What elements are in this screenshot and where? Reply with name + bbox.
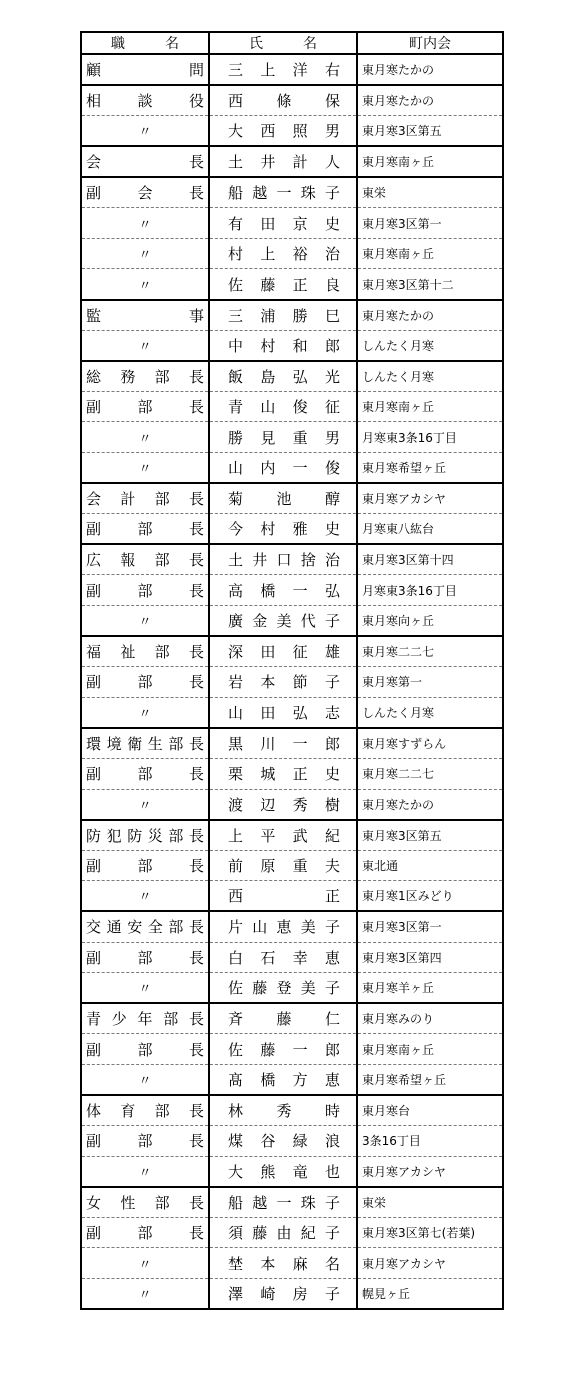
table-row	[81, 942, 503, 973]
table-row	[81, 544, 503, 575]
table-row	[81, 1126, 503, 1157]
name-cell	[209, 1034, 357, 1065]
role-cell	[81, 1034, 209, 1065]
town-cell	[357, 1095, 503, 1126]
role-cell	[81, 1126, 209, 1157]
name-text: 船 越 一 珠 子	[228, 1193, 340, 1212]
name-text: 佐 藤 一 郎	[228, 1040, 340, 1059]
role-text: 環 境 衛 生 部 長	[86, 734, 204, 753]
town-cell	[357, 850, 503, 881]
name-text: 高 橋 一 弘	[228, 581, 340, 600]
role-text: 副 部 長	[86, 673, 204, 692]
role-text: 副 部 長	[86, 1224, 204, 1243]
town-cell	[357, 146, 503, 177]
name-cell	[209, 973, 357, 1004]
name-cell	[209, 820, 357, 851]
town-text: しんたく月寒	[362, 369, 435, 384]
town-text: 東月寒3区第十二	[362, 277, 454, 292]
table-row	[81, 820, 503, 851]
role-text: 〃	[138, 462, 152, 478]
name-text: 上 平 武 紀	[228, 826, 340, 845]
role-cell	[81, 911, 209, 942]
name-text: 林 秀 時	[228, 1102, 340, 1121]
header-name-char-2: 名	[303, 36, 317, 52]
town-cell	[357, 422, 503, 453]
table-row	[81, 116, 503, 147]
name-cell	[209, 208, 357, 239]
town-text: 東月寒南ヶ丘	[362, 155, 435, 170]
town-cell	[357, 330, 503, 361]
table-row	[81, 697, 503, 728]
role-cell	[81, 177, 209, 208]
table-row	[81, 54, 503, 85]
name-cell	[209, 1187, 357, 1218]
role-cell	[81, 1248, 209, 1279]
header-role-char-1: 職	[111, 36, 125, 52]
name-text: 髙 橋 方 恵	[228, 1070, 340, 1089]
town-text: 東栄	[362, 1195, 387, 1210]
name-cell	[209, 361, 357, 392]
role-cell	[81, 789, 209, 820]
town-cell	[357, 1034, 503, 1065]
role-cell	[81, 453, 209, 484]
role-cell	[81, 391, 209, 422]
role-cell	[81, 667, 209, 698]
table-row	[81, 361, 503, 392]
table-body	[81, 54, 503, 1309]
name-cell	[209, 667, 357, 698]
name-text: 佐 藤 正 良	[228, 275, 340, 294]
name-text: 西 正	[228, 887, 340, 906]
role-text: 〃	[138, 1288, 152, 1304]
name-cell	[209, 1003, 357, 1034]
name-cell	[209, 1279, 357, 1310]
role-cell	[81, 1156, 209, 1187]
town-cell	[357, 391, 503, 422]
town-text: 東月寒たかの	[362, 94, 435, 109]
header-town: 町内会	[357, 32, 503, 54]
name-cell	[209, 881, 357, 912]
role-text: 〃	[138, 1257, 152, 1273]
role-text: 副 部 長	[86, 1040, 204, 1059]
town-text: 東月寒たかの	[362, 63, 435, 77]
role-cell	[81, 850, 209, 881]
town-cell	[357, 942, 503, 973]
role-text: 総 務 部 長	[86, 367, 204, 386]
role-text: 副 部 長	[86, 398, 204, 417]
town-cell	[357, 514, 503, 545]
role-cell	[81, 1095, 209, 1126]
town-cell	[357, 238, 503, 269]
name-text: 菊 池 醇	[228, 490, 340, 509]
town-text: 月寒東3条16丁目	[362, 430, 457, 445]
role-text: 〃	[138, 615, 152, 631]
role-text: 〃	[138, 890, 152, 906]
name-text: 船 越 一 珠 子	[228, 184, 340, 203]
role-cell	[81, 1217, 209, 1248]
header-row	[81, 32, 503, 54]
name-text: 土 井 口 捨 治	[228, 551, 340, 570]
name-text: 大 熊 竜 也	[228, 1162, 340, 1181]
town-cell	[357, 575, 503, 606]
town-text: 東月寒1区みどり	[362, 889, 454, 904]
town-text: 幌見ヶ丘	[362, 1287, 411, 1302]
table-row	[81, 238, 503, 269]
role-text: 副 部 長	[86, 857, 204, 876]
table-row	[81, 1248, 503, 1279]
role-cell	[81, 300, 209, 331]
table-row	[81, 911, 503, 942]
role-text: 副 会 長	[86, 184, 204, 203]
role-cell	[81, 483, 209, 514]
role-text: 会 計 部 長	[86, 490, 204, 509]
role-text: 〃	[138, 248, 152, 264]
town-text: 東月寒3区第五	[362, 124, 442, 139]
role-cell	[81, 146, 209, 177]
town-text: 東月寒希望ヶ丘	[362, 1072, 447, 1087]
town-cell	[357, 54, 503, 85]
town-cell	[357, 728, 503, 759]
role-text: 〃	[138, 982, 152, 998]
town-text: 東北通	[362, 859, 399, 874]
role-text: 交 通 安 全 部 長	[86, 918, 204, 937]
header-role-char-2: 名	[165, 36, 179, 52]
town-text: 東月寒アカシヤ	[362, 1256, 446, 1271]
town-text: 東月寒3区第一	[362, 216, 442, 231]
table-row	[81, 758, 503, 789]
town-text: 東月寒希望ヶ丘	[362, 461, 447, 476]
role-cell	[81, 54, 209, 85]
name-text: 栗 城 正 史	[228, 765, 340, 784]
town-text: 東月寒すずらん	[362, 736, 447, 751]
town-cell	[357, 177, 503, 208]
name-cell	[209, 850, 357, 881]
header-name-char-1: 氏	[249, 36, 263, 52]
name-text: 深 田 征 雄	[228, 643, 340, 662]
town-text: 東月寒3区第一	[362, 920, 442, 935]
name-cell	[209, 544, 357, 575]
name-cell	[209, 697, 357, 728]
table-row	[81, 789, 503, 820]
role-text: 〃	[138, 278, 152, 294]
name-cell	[209, 514, 357, 545]
town-cell	[357, 208, 503, 239]
name-text: 今 村 雅 史	[228, 520, 340, 539]
name-text: 三 上 洋 右	[228, 61, 340, 79]
role-text: 〃	[138, 125, 152, 141]
name-cell	[209, 1217, 357, 1248]
role-cell	[81, 606, 209, 637]
table-row	[81, 1095, 503, 1126]
role-cell	[81, 269, 209, 300]
town-text: 東栄	[362, 186, 387, 201]
role-text: 体 育 部 長	[86, 1102, 204, 1121]
town-text: 月寒東八紘台	[362, 522, 435, 537]
role-text: 〃	[138, 1165, 152, 1181]
name-text: 片 山 恵 美 子	[228, 918, 340, 937]
name-text: 飯 島 弘 光	[228, 367, 340, 386]
town-cell	[357, 361, 503, 392]
name-text: 土 井 計 人	[228, 153, 340, 172]
table-row	[81, 1064, 503, 1095]
table-row	[81, 1003, 503, 1034]
role-text: 〃	[138, 217, 152, 233]
name-cell	[209, 238, 357, 269]
name-text: 青 山 俊 征	[228, 398, 340, 417]
town-text: 東月寒第一	[362, 675, 423, 690]
town-cell	[357, 116, 503, 147]
table-row	[81, 1279, 503, 1310]
role-cell	[81, 361, 209, 392]
town-cell	[357, 697, 503, 728]
role-cell	[81, 514, 209, 545]
role-text: 〃	[138, 706, 152, 722]
table-row	[81, 453, 503, 484]
role-cell	[81, 636, 209, 667]
town-cell	[357, 881, 503, 912]
role-text: 防 犯 防 災 部 長	[86, 826, 204, 845]
name-text: 大 西 照 男	[228, 122, 340, 141]
role-cell	[81, 208, 209, 239]
name-text: 黒 川 一 郎	[228, 734, 340, 753]
role-text: 福 祉 部 長	[86, 643, 204, 662]
table-row	[81, 575, 503, 606]
town-cell	[357, 1279, 503, 1310]
role-text: 副 部 長	[86, 948, 204, 967]
town-cell	[357, 1126, 503, 1157]
name-text: 須 藤 由 紀 子	[228, 1224, 340, 1243]
town-text: 東月寒南ヶ丘	[362, 1042, 435, 1057]
town-cell	[357, 544, 503, 575]
name-text: 中 村 和 郎	[228, 336, 340, 355]
table-row	[81, 269, 503, 300]
officer-roster-table	[80, 31, 504, 1310]
town-cell	[357, 1064, 503, 1095]
role-cell	[81, 422, 209, 453]
role-cell	[81, 85, 209, 116]
table-row	[81, 330, 503, 361]
town-text: 東月寒3区第七(若葉)	[362, 1226, 475, 1241]
town-text: 東月寒南ヶ丘	[362, 400, 435, 415]
role-text: 青 少 年 部 長	[86, 1010, 204, 1029]
role-cell	[81, 1279, 209, 1310]
town-text: 東月寒台	[362, 1104, 411, 1119]
role-text: 副 部 長	[86, 581, 204, 600]
table-row	[81, 606, 503, 637]
town-cell	[357, 789, 503, 820]
name-text: 埜 本 麻 名	[228, 1254, 340, 1273]
name-cell	[209, 1156, 357, 1187]
town-cell	[357, 606, 503, 637]
header-name	[209, 32, 357, 54]
town-text: 東月寒南ヶ丘	[362, 247, 435, 262]
role-cell	[81, 758, 209, 789]
role-cell	[81, 728, 209, 759]
role-text: 副 部 長	[86, 520, 204, 539]
name-cell	[209, 911, 357, 942]
name-cell	[209, 483, 357, 514]
table-row	[81, 973, 503, 1004]
town-cell	[357, 973, 503, 1004]
table-row	[81, 514, 503, 545]
name-cell	[209, 758, 357, 789]
role-text: 副 部 長	[86, 1132, 204, 1151]
name-cell	[209, 54, 357, 85]
town-text: しんたく月寒	[362, 338, 435, 353]
name-cell	[209, 453, 357, 484]
town-cell	[357, 1248, 503, 1279]
table-row	[81, 177, 503, 208]
name-text: 澤 崎 房 子	[228, 1285, 340, 1304]
town-text: 東月寒羊ヶ丘	[362, 981, 435, 996]
table-row	[81, 300, 503, 331]
name-cell	[209, 300, 357, 331]
town-text: 東月寒二二七	[362, 767, 435, 782]
role-cell	[81, 942, 209, 973]
table-row	[81, 85, 503, 116]
table-row	[81, 1034, 503, 1065]
town-cell	[357, 1003, 503, 1034]
town-text: 東月寒3区第四	[362, 950, 442, 965]
table-row	[81, 636, 503, 667]
table-row	[81, 850, 503, 881]
role-text: 〃	[138, 798, 152, 814]
town-cell	[357, 667, 503, 698]
name-text: 山 内 一 俊	[228, 459, 340, 478]
role-text: 副 部 長	[86, 765, 204, 784]
name-cell	[209, 146, 357, 177]
role-text: 相 談 役	[86, 92, 204, 111]
table-row	[81, 728, 503, 759]
role-cell	[81, 1187, 209, 1218]
role-cell	[81, 697, 209, 728]
town-text: 東月寒たかの	[362, 308, 435, 323]
table-row	[81, 391, 503, 422]
name-cell	[209, 636, 357, 667]
name-cell	[209, 1064, 357, 1095]
role-text: 会 長	[86, 153, 204, 172]
town-text: 東月寒二二七	[362, 645, 435, 660]
town-text: しんたく月寒	[362, 705, 435, 720]
name-text: 煤 谷 緑 浪	[228, 1132, 340, 1151]
table-row	[81, 146, 503, 177]
town-cell	[357, 636, 503, 667]
role-cell	[81, 881, 209, 912]
town-text: 東月寒アカシヤ	[362, 1164, 446, 1179]
town-text: 東月寒アカシヤ	[362, 492, 446, 507]
name-text: 佐 藤 登 美 子	[228, 979, 340, 998]
town-cell	[357, 483, 503, 514]
name-text: 三 浦 勝 巳	[228, 306, 340, 325]
table-row	[81, 483, 503, 514]
name-text: 岩 本 節 子	[228, 673, 340, 692]
town-cell	[357, 453, 503, 484]
name-cell	[209, 85, 357, 116]
role-cell	[81, 820, 209, 851]
table-row	[81, 422, 503, 453]
name-text: 勝 見 重 男	[228, 428, 340, 447]
name-text: 村 上 裕 治	[228, 245, 340, 264]
role-cell	[81, 1003, 209, 1034]
table-row	[81, 881, 503, 912]
table-row	[81, 667, 503, 698]
name-text: 廣 金 美 代 子	[228, 612, 340, 631]
town-cell	[357, 758, 503, 789]
town-text: 東月寒3区第五	[362, 828, 442, 843]
name-text: 前 原 重 夫	[228, 857, 340, 876]
town-text: 東月寒3区第十四	[362, 553, 454, 568]
town-text: 東月寒向ヶ丘	[362, 614, 435, 629]
name-cell	[209, 391, 357, 422]
town-cell	[357, 300, 503, 331]
role-cell	[81, 575, 209, 606]
name-text: 西 條 保	[228, 92, 340, 111]
town-cell	[357, 1156, 503, 1187]
town-cell	[357, 85, 503, 116]
role-text: 監 事	[86, 306, 204, 325]
town-cell	[357, 1217, 503, 1248]
role-text: 女 性 部 長	[86, 1193, 204, 1212]
name-text: 白 石 幸 恵	[228, 948, 340, 967]
role-cell	[81, 330, 209, 361]
role-text: 広 報 部 長	[86, 551, 204, 570]
name-cell	[209, 942, 357, 973]
role-text: 〃	[138, 1073, 152, 1089]
role-text: 顧 問	[86, 61, 204, 79]
name-cell	[209, 330, 357, 361]
town-cell	[357, 1187, 503, 1218]
table-row	[81, 1217, 503, 1248]
name-cell	[209, 606, 357, 637]
table-row	[81, 208, 503, 239]
table-row	[81, 1187, 503, 1218]
town-cell	[357, 269, 503, 300]
role-cell	[81, 973, 209, 1004]
town-text: 3条16丁目	[362, 1134, 421, 1149]
table-header	[81, 32, 503, 54]
town-text: 月寒東3条16丁目	[362, 583, 457, 598]
name-text: 有 田 京 史	[228, 214, 340, 233]
role-cell	[81, 238, 209, 269]
name-cell	[209, 789, 357, 820]
name-cell	[209, 422, 357, 453]
town-cell	[357, 820, 503, 851]
name-cell	[209, 269, 357, 300]
role-text: 〃	[138, 339, 152, 355]
name-text: 斉 藤 仁	[228, 1010, 340, 1029]
role-text: 〃	[138, 431, 152, 447]
role-cell	[81, 544, 209, 575]
name-cell	[209, 1126, 357, 1157]
name-cell	[209, 575, 357, 606]
table-row	[81, 1156, 503, 1187]
name-cell	[209, 1248, 357, 1279]
name-cell	[209, 728, 357, 759]
town-cell	[357, 911, 503, 942]
header-role	[81, 32, 209, 54]
name-text: 渡 辺 秀 樹	[228, 795, 340, 814]
town-text: 東月寒みのり	[362, 1012, 435, 1027]
town-text: 東月寒たかの	[362, 797, 435, 812]
name-text: 山 田 弘 志	[228, 703, 340, 722]
name-cell	[209, 1095, 357, 1126]
role-cell	[81, 116, 209, 147]
name-cell	[209, 116, 357, 147]
name-cell	[209, 177, 357, 208]
role-cell	[81, 1064, 209, 1095]
